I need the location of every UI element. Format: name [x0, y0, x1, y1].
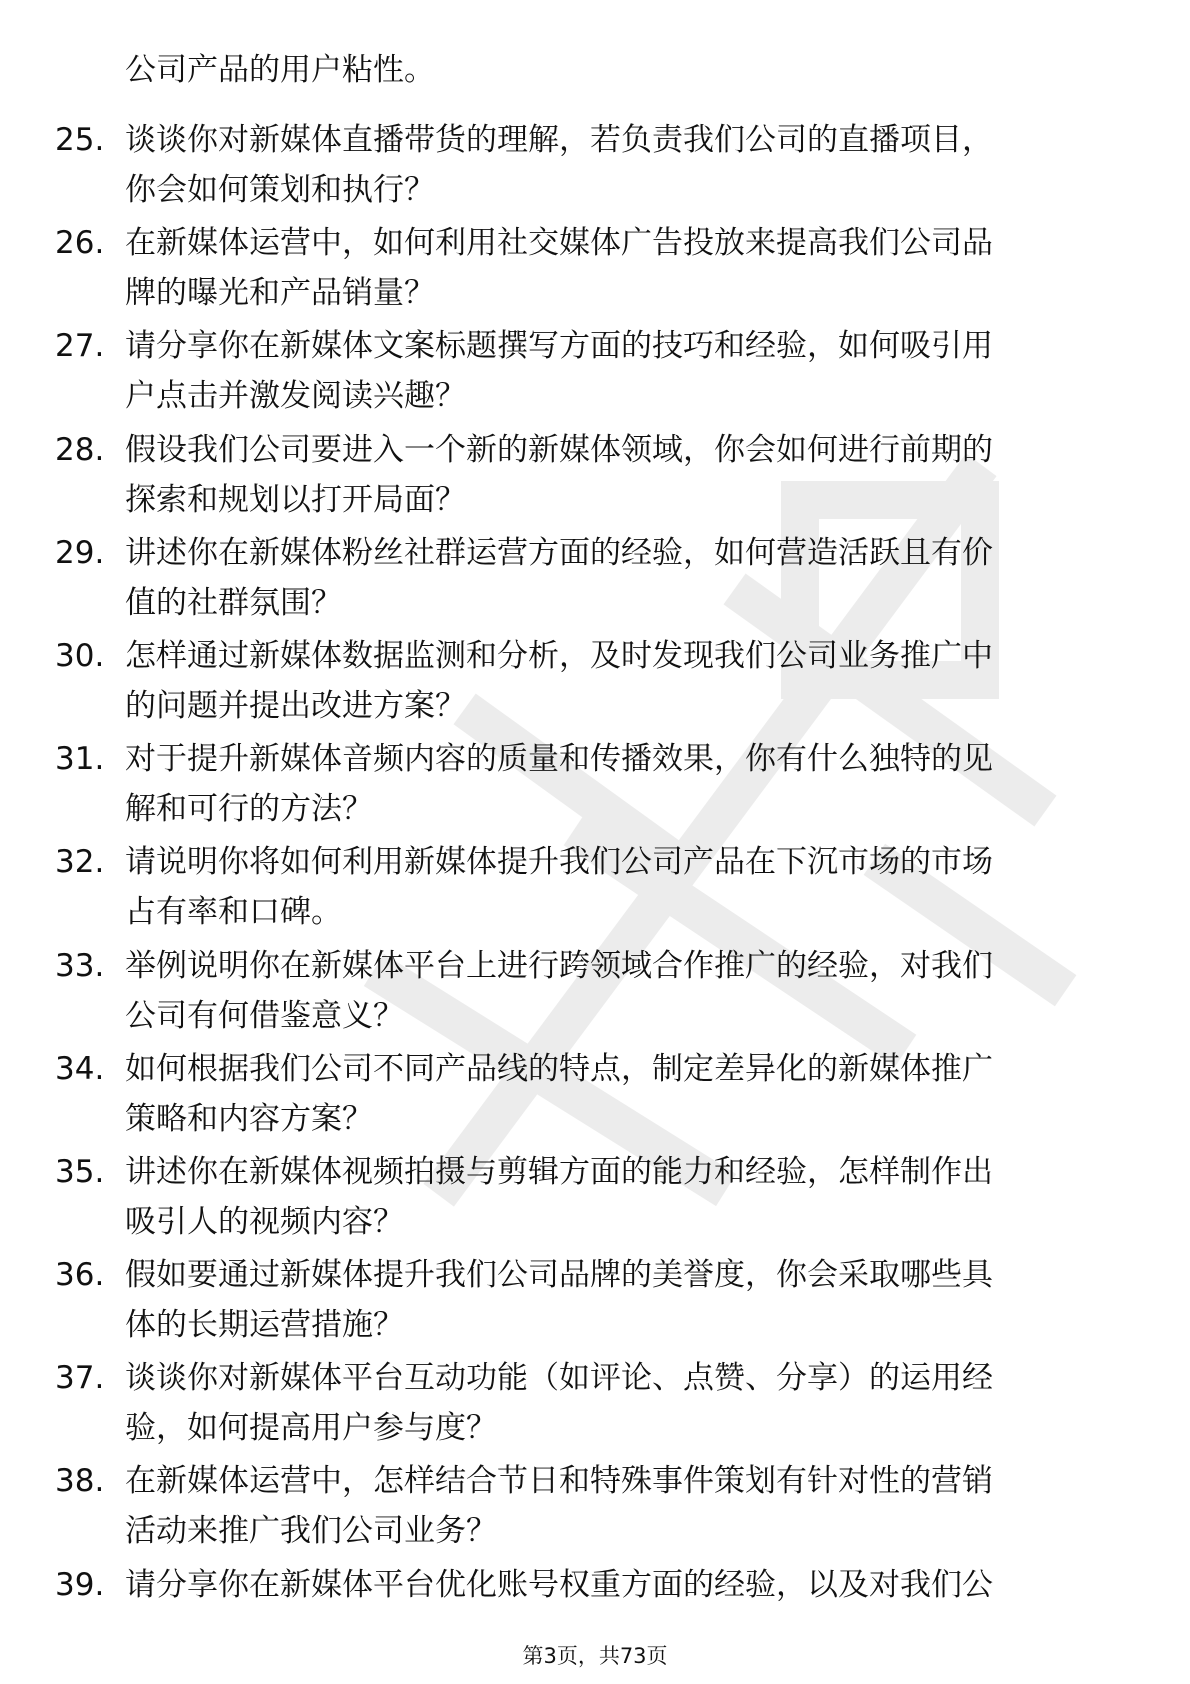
question-line: 谈谈你对新媒体直播带货的理解，若负责我们公司的直播项目，	[125, 122, 993, 158]
question-item	[0, 428, 1190, 522]
question-number: 30.	[55, 637, 105, 674]
question-text	[125, 1253, 1125, 1353]
question-line: 对于提升新媒体音频内容的质量和传播效果，你有什么独特的见	[125, 741, 993, 778]
question-item	[0, 118, 1190, 212]
question-number: 29.	[55, 534, 105, 571]
question-line: 占有率和口碑。	[125, 894, 342, 931]
question-line: 公司有何借鉴意义？	[125, 997, 404, 1034]
question-text	[125, 324, 1125, 424]
question-line: 解和可行的方法？	[125, 791, 373, 828]
question-item	[0, 221, 1190, 315]
question-line: 在新媒体运营中，如何利用社交媒体广告投放来提高我们公司品	[125, 225, 993, 262]
question-text	[125, 1150, 1125, 1250]
question-line: 请分享你在新媒体平台优化账号权重方面的经验，以及对我们公	[125, 1566, 993, 1603]
question-number: 38.	[55, 1463, 105, 1500]
question-number: 26.	[55, 225, 105, 262]
question-text	[125, 737, 1125, 837]
question-item	[0, 1459, 1190, 1553]
question-line: 假如要通过新媒体提升我们公司品牌的美誉度，你会采取哪些具	[125, 1257, 993, 1294]
question-item	[0, 1047, 1190, 1141]
question-number: 34.	[55, 1050, 105, 1087]
question-line: 牌的曝光和产品销量？	[125, 275, 435, 312]
question-line: 值的社群氛围？	[125, 584, 342, 621]
question-text	[125, 840, 1125, 940]
question-number: 37.	[55, 1360, 105, 1397]
question-item	[0, 1253, 1190, 1347]
question-item	[0, 737, 1190, 831]
question-line: 体的长期运营措施？	[125, 1307, 404, 1344]
question-line: 怎样通过新媒体数据监测和分析，及时发现我们公司业务推广中	[125, 637, 993, 674]
continued-question-text: 公司产品的用户粘性。	[125, 52, 435, 88]
question-line: 请说明你将如何利用新媒体提升我们公司产品在下沉市场的市场	[125, 844, 993, 881]
question-item	[0, 944, 1190, 1038]
question-line: 讲述你在新媒体视频拍摄与剪辑方面的能力和经验，怎样制作出	[125, 1153, 993, 1190]
question-text	[125, 1356, 1125, 1456]
question-number: 25.	[55, 122, 105, 158]
question-line: 在新媒体运营中，怎样结合节日和特殊事件策划有针对性的营销	[125, 1463, 993, 1500]
question-text	[125, 634, 1125, 734]
question-list	[0, 118, 1190, 1666]
question-item	[0, 1150, 1190, 1244]
question-number: 36.	[55, 1257, 105, 1294]
question-text	[125, 118, 1125, 218]
question-text	[125, 1563, 1125, 1613]
question-line: 举例说明你在新媒体平台上进行跨领域合作推广的经验，对我们	[125, 947, 993, 984]
question-line: 讲述你在新媒体粉丝社群运营方面的经验，如何营造活跃且有价	[125, 534, 993, 571]
page-footer: 第3页，共73页	[522, 1644, 668, 1668]
question-item	[0, 324, 1190, 418]
question-line: 的问题并提出改进方案？	[125, 687, 466, 724]
question-number: 35.	[55, 1153, 105, 1190]
question-line: 你会如何策划和执行？	[125, 172, 435, 208]
question-item	[0, 634, 1190, 728]
question-number: 31.	[55, 741, 105, 778]
question-line: 请分享你在新媒体文案标题撰写方面的技巧和经验，如何吸引用	[125, 328, 993, 365]
question-text	[125, 428, 1125, 528]
question-line: 活动来推广我们公司业务？	[125, 1513, 497, 1550]
question-text	[125, 221, 1125, 321]
question-line: 户点击并激发阅读兴趣？	[125, 378, 466, 415]
question-line: 谈谈你对新媒体平台互动功能（如评论、点赞、分享）的运用经	[125, 1360, 993, 1397]
question-line: 吸引人的视频内容？	[125, 1203, 404, 1240]
question-text	[125, 944, 1125, 1044]
question-line: 策略和内容方案？	[125, 1100, 373, 1137]
question-line: 探索和规划以打开局面？	[125, 481, 466, 518]
question-number: 27.	[55, 328, 105, 365]
question-text	[125, 1047, 1125, 1147]
question-text	[125, 531, 1125, 631]
question-number: 33.	[55, 947, 105, 984]
question-item	[0, 1356, 1190, 1450]
question-item	[0, 840, 1190, 934]
question-line: 假设我们公司要进入一个新的新媒体领域，你会如何进行前期的	[125, 431, 993, 468]
question-number: 28.	[55, 431, 105, 468]
question-item	[0, 531, 1190, 625]
question-number: 39.	[55, 1566, 105, 1603]
question-text	[125, 1459, 1125, 1559]
question-line: 如何根据我们公司不同产品线的特点，制定差异化的新媒体推广	[125, 1050, 993, 1087]
question-number: 32.	[55, 844, 105, 881]
question-line: 验，如何提高用户参与度？	[125, 1410, 497, 1447]
